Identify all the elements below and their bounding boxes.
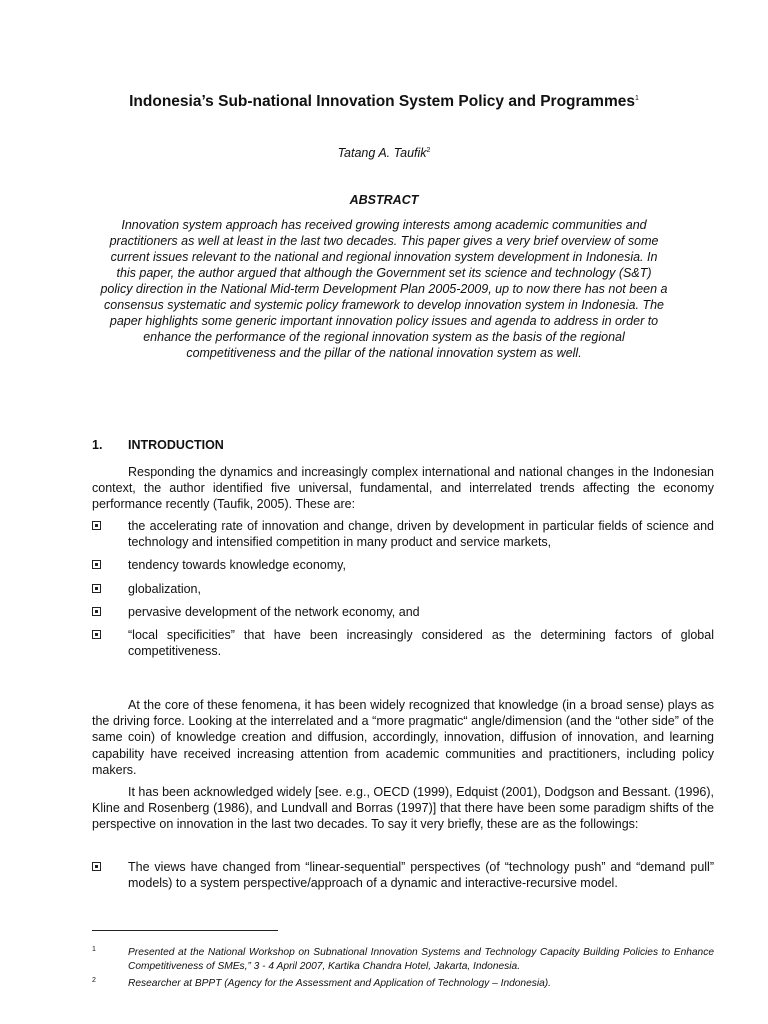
section-heading xyxy=(92,438,224,452)
footnote-2 xyxy=(92,977,714,991)
abstract-text: Innovation system approach has received growing interests among academic communities and practitioners as well at least in the last two decades. This paper gives a very brief overview of some current issues relevant to the national and regional innovation system development in Indonesia. In this paper, the author argued that although the Government set its science and technology (S&T) policy direction in the National Mid-term Development Plan 2005-2009, up to now there has not been a consensus systematic and systemic policy framework to develop innovation system in Indonesia. The paper highlights some generic important innovation policy issues and agenda to address in order to enhance the performance of the regional innovation system as the basis of the regional competitiveness and the pillar of the national innovation system as well. xyxy=(100,218,668,360)
list-item xyxy=(92,557,714,573)
list-item-text: the accelerating rate of innovation and change, driven by development in particular fields of science and technology and intensified competition in many product and service markets, xyxy=(128,519,714,550)
footnote-marker: 2 xyxy=(92,977,96,984)
footnote-1 xyxy=(92,946,714,973)
bullet-box-icon xyxy=(92,630,101,639)
list-item-text: The views have changed from “linear-sequential” perspectives (of “technology push” and “demand pull” models) to a system perspective/approach of a dynamic and interactive-recursive model. xyxy=(128,860,714,891)
intro-paragraph-2: At the core of these fenomena, it has been widely recognized that knowledge (in a broad sense) plays as the driving force. Looking at the interrelated and a “more pragmatic“ angle/dimension (and the “other side” of the same coin) of knowledge creation and diffusion, accordingly, innovation, diffusion of innovation, and learning capability have received increasing attention from academic communities and practitioners, including policy makers. xyxy=(92,698,714,777)
bullet-box-icon xyxy=(92,560,101,569)
intro-paragraph-1: Responding the dynamics and increasingly complex international and national changes in the Indonesian context, the author identified five universal, fundamental, and interrelated trends affecting the economy performance recently (Taufik, 2005). These are: xyxy=(92,465,714,512)
trends-list xyxy=(92,518,714,666)
abstract-heading: ABSTRACT xyxy=(349,193,419,207)
list-item-text: pervasive development of the network economy, and xyxy=(128,604,420,619)
list-item-text: tendency towards knowledge economy, xyxy=(128,558,346,573)
bullet-box-icon xyxy=(92,584,101,593)
section-title: INTRODUCTION xyxy=(128,438,224,452)
bullet-box-icon xyxy=(92,607,101,616)
title-footnote-marker: 1 xyxy=(634,94,639,102)
paper-title xyxy=(60,93,708,111)
list-item xyxy=(92,518,714,550)
intro-paragraph-3: It has been acknowledged widely [see. e.g., OECD (1999), Edquist (2001), Dodgson and Bessant. (1996), Kline and Rosenberg (1986), and Lundvall and Borras (1997)] that there have been some paradigm shifts of the perspective on innovation in the last two decades. To say it very briefly, these are as the followings: xyxy=(92,785,714,832)
author-name-text: Tatang A. Taufik xyxy=(337,146,427,160)
list-item xyxy=(92,604,714,620)
footnote-text: Researcher at BPPT (Agency for the Assessment and Application of Technology – Indonesia). xyxy=(128,978,552,989)
list-item xyxy=(92,581,714,597)
list-item xyxy=(92,859,714,891)
author-footnote-marker: 2 xyxy=(426,146,431,154)
list-item xyxy=(92,627,714,659)
footnote-marker: 1 xyxy=(92,946,96,953)
section-number: 1. xyxy=(92,438,103,452)
footnote-divider xyxy=(92,930,278,931)
list-item-text: “local specificities” that have been increasingly considered as the determining factors of global competitiveness. xyxy=(128,628,714,659)
bullet-box-icon xyxy=(92,862,101,871)
paradigm-shift-list xyxy=(92,859,714,898)
footnote-text: Presented at the National Workshop on Subnational Innovation Systems and Technology Capacity Building Policies to Enhance Competitiveness of SMEs,” 3 - 4 April 2007, Kartika Chandra Hotel, Jakarta, Indonesia. xyxy=(128,947,714,972)
author-name xyxy=(60,146,708,160)
paper-title-text: Indonesia’s Sub-national Innovation System Policy and Programmes xyxy=(129,93,635,110)
bullet-box-icon xyxy=(92,521,101,530)
list-item-text: globalization, xyxy=(128,581,201,596)
